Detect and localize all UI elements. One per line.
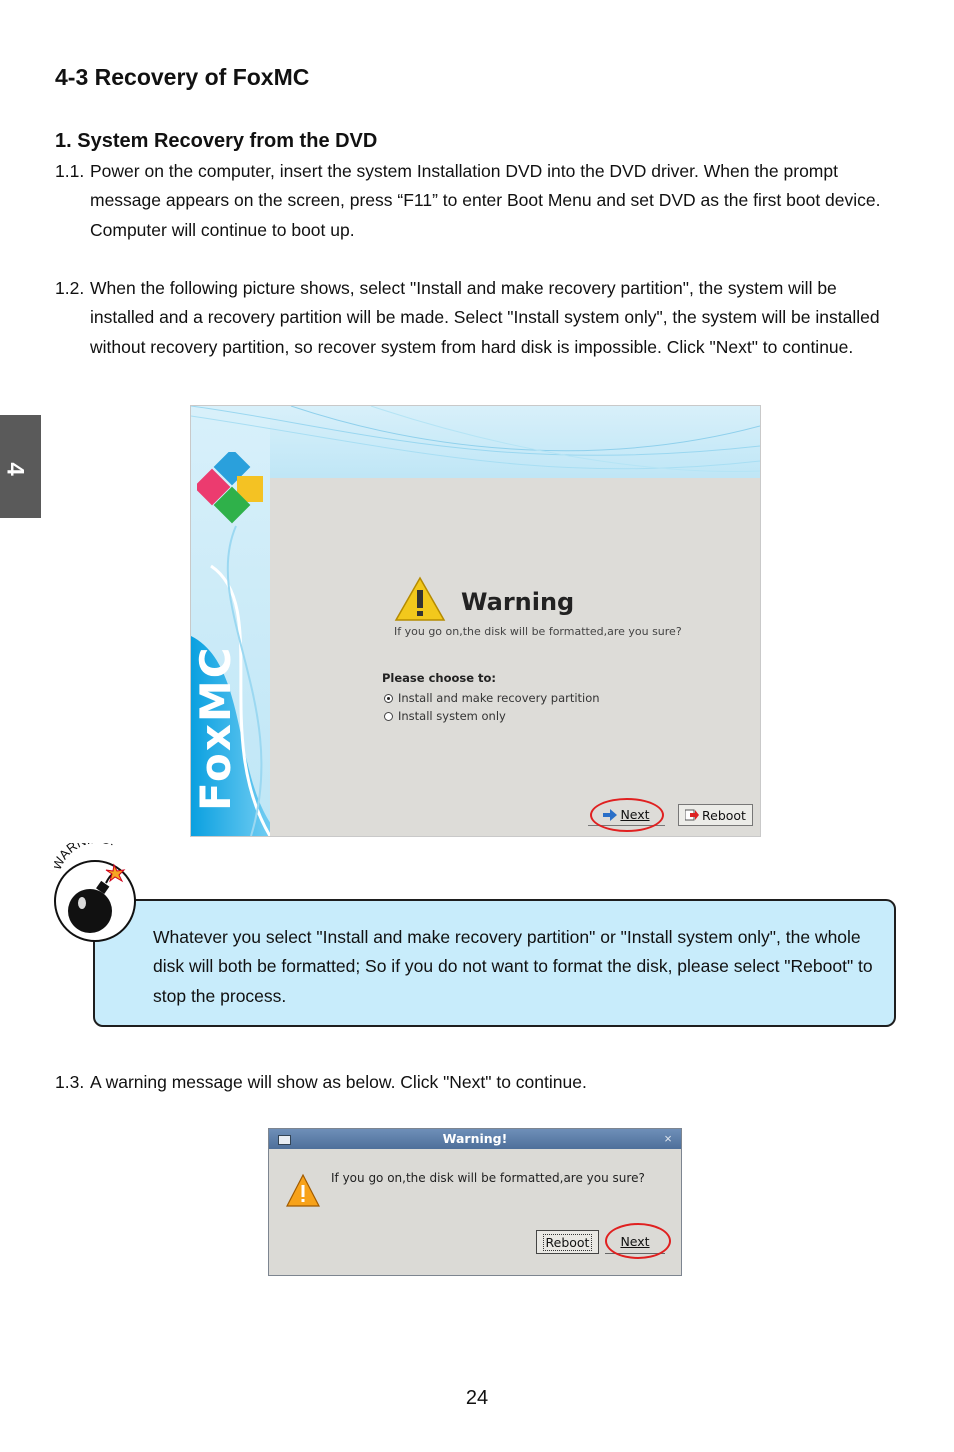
radio-unselected-icon[interactable] [384, 712, 393, 721]
brand-label: FoxMC [191, 645, 240, 811]
dialog-reboot-button[interactable] [536, 1230, 599, 1254]
warning-triangle-icon [285, 1173, 321, 1209]
step-number: 1.3. [55, 1072, 85, 1092]
reboot-button[interactable] [678, 804, 753, 826]
reboot-label: Reboot [702, 807, 746, 823]
option-install-system-only[interactable] [384, 709, 506, 723]
next-highlight-ring [590, 798, 664, 832]
dialog-titlebar [269, 1129, 681, 1149]
next-label: Next [620, 807, 650, 822]
warning-badge-label: AR [55, 843, 80, 863]
dialog-next-label: Next [620, 1234, 650, 1249]
option-label: Install and make recovery partition [398, 691, 600, 705]
close-icon[interactable]: × [664, 1131, 672, 1146]
step-text: A warning message will show as below. Click "Next" to continue. [90, 1072, 587, 1092]
installer-panel [270, 478, 760, 836]
option-label: Install system only [398, 709, 506, 723]
dialog-message: If you go on,the disk will be formatted,are you sure? [331, 1171, 645, 1185]
step-text: Power on the computer, insert the system Installation DVD into the DVD driver. When the prompt message appears on the screen, press “F11” to enter Boot Menu and set DVD as the first boot device. Computer will continue to boot up. [90, 161, 881, 240]
step-text: When the following picture shows, select "Install and make recovery partition", the system will be installed and a recovery partition will be made. Select "Install system only", the system will be installed without recovery partition, so recover system from hard disk is impossible. Click "Next" to continue. [90, 278, 880, 357]
warning-message: If you go on,the disk will be formatted,are you sure? [394, 625, 682, 638]
radio-selected-icon[interactable] [384, 694, 393, 703]
warning-triangle-icon [394, 576, 446, 622]
section-heading: 4-3 Recovery of FoxMC [55, 64, 310, 90]
warning-title: Warning [461, 588, 575, 616]
step-1-3 [55, 1068, 895, 1097]
chapter-tab [0, 415, 41, 518]
step-1-1 [55, 157, 895, 245]
step-number: 1.1. [55, 161, 85, 181]
puzzle-logo-icon [197, 452, 273, 528]
foxmc-brand-logo [191, 645, 240, 811]
chapter-tab-label: 4 [1, 462, 29, 476]
choose-label: Please choose to: [382, 671, 497, 685]
step-number: 1.2. [55, 278, 85, 298]
page-number: 24 [465, 1387, 489, 1409]
reboot-icon [685, 809, 699, 821]
dialog-title: Warning! [442, 1131, 508, 1146]
subsection-heading: 1. System Recovery from the DVD [55, 130, 378, 152]
warning-badge [54, 843, 144, 945]
warning-note-text: Whatever you select "Install and make recovery partition" or "Install system only", the whole disk will both be formatted; So if you do not want to format the disk, please select "Reboot" to stop the process. [153, 927, 873, 1006]
dialog-reboot-label: Reboot [543, 1234, 593, 1251]
dialog-next-highlight-ring [605, 1223, 671, 1259]
option-install-recovery[interactable] [384, 691, 600, 705]
bomb-icon [54, 843, 144, 945]
warning-dialog [268, 1128, 682, 1276]
step-1-2 [55, 274, 895, 362]
installer-screenshot [190, 405, 761, 837]
